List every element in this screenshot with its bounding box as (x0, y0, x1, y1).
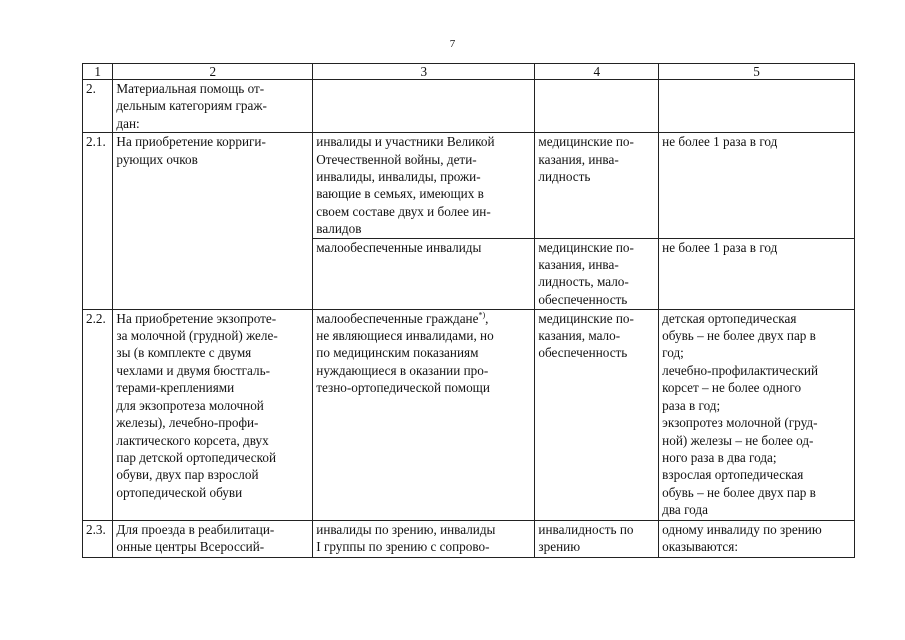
text-line: пар детской ортопедической (116, 449, 277, 465)
recipient-category (313, 133, 535, 238)
text-line: Материальная помощь от- (116, 81, 265, 96)
table-row (83, 520, 855, 557)
text-line: взрослая ортопедическая (662, 467, 804, 483)
text-fragment: , (485, 310, 489, 326)
text-line: чехлами и двумя бюстгаль- (116, 362, 270, 378)
text-line: не более 1 раза в год (662, 239, 778, 255)
text-line: медицинские по- (538, 134, 634, 150)
text-line: рующих очков (116, 151, 198, 167)
text-line: лактического корсета, двух (116, 432, 269, 448)
text-line: ортопедической обуви (116, 484, 243, 500)
text-line: за молочной (грудной) желе- (116, 328, 278, 344)
text-line: по медицинским показаниям (316, 345, 479, 361)
grounds (535, 133, 659, 238)
text-line: дельным категориям граж- (116, 98, 267, 114)
frequency (659, 133, 855, 238)
benefit-description (113, 520, 313, 557)
frequency (659, 238, 855, 309)
table-row (83, 309, 855, 520)
recipient-category (313, 80, 535, 133)
text-line: зы (в комплекте с двумя (116, 345, 252, 361)
text-line: обеспеченность (538, 291, 628, 307)
text-line: год; (662, 345, 684, 361)
grounds (535, 80, 659, 133)
header-cell-5: 5 (659, 64, 855, 80)
text-line: Отечественной войны, дети- (316, 151, 477, 167)
row-number: 2.2. (83, 309, 113, 520)
row-number: 2.3. (83, 520, 113, 557)
table-row (83, 80, 855, 133)
text-line: оказываются: (662, 539, 738, 555)
text-line: ной) железы – не более од- (662, 432, 814, 448)
text-line: раза в год; (662, 397, 721, 413)
header-cell-1: 1 (83, 64, 113, 80)
text-fragment: малообеспеченные граждане (316, 310, 479, 326)
text-line: ного раза в два года; (662, 449, 777, 465)
table-header-row (83, 64, 855, 80)
recipient-category (313, 309, 535, 520)
benefit-description (113, 309, 313, 520)
text-line: обеспеченность (538, 345, 628, 361)
text-line: лидность, мало- (538, 274, 629, 290)
text-line: не более 1 раза в год (662, 134, 778, 150)
text-line: казания, инва- (538, 257, 619, 273)
text-line: медицинские по- (538, 239, 634, 255)
text-line: обуви, двух пар взрослой (116, 467, 259, 483)
text-line: зрению (538, 539, 581, 555)
text-line: дан: (116, 115, 140, 131)
text-line: лечебно-профилактический (662, 362, 819, 378)
text-line: нуждающиеся в оказании про- (316, 362, 489, 378)
row-number: 2. (83, 80, 113, 133)
text-line: железы), лечебно-профи- (116, 415, 259, 431)
text-line: вающие в семьях, имеющих в (316, 186, 484, 202)
text-line: детская ортопедическая (662, 310, 797, 326)
benefits-table (82, 63, 855, 558)
text-line: обувь – не более двух пар в (662, 328, 816, 344)
benefit-description (113, 80, 313, 133)
header-cell-3: 3 (313, 64, 535, 80)
text-line: корсет – не более одного (662, 380, 802, 396)
grounds (535, 520, 659, 557)
text-line: инвалиды, инвалиды, прожи- (316, 169, 481, 185)
text-line: своем составе двух и более ин- (316, 203, 491, 219)
grounds (535, 309, 659, 520)
text-line: терами-креплениями (116, 380, 235, 396)
text-line: два года (662, 502, 708, 518)
text-line: I группы по зрению с сопрово- (316, 539, 490, 555)
benefit-description (113, 133, 313, 309)
text-line (316, 310, 531, 327)
header-cell-2: 2 (113, 64, 313, 80)
text-line: онные центры Всероссий- (116, 539, 265, 555)
text-line: малообеспеченные инвалиды (316, 239, 482, 255)
text-line: казания, мало- (538, 328, 621, 344)
text-line: инвалиды и участники Великой (316, 134, 495, 150)
grounds (535, 238, 659, 309)
header-cell-4: 4 (535, 64, 659, 80)
text-line: инвалиды по зрению, инвалиды (316, 521, 496, 537)
frequency (659, 309, 855, 520)
table-row (83, 133, 855, 238)
recipient-category (313, 238, 535, 309)
text-line: для экзопротеза молочной (116, 397, 264, 413)
text-line: казания, инва- (538, 151, 619, 167)
text-line: обувь – не более двух пар в (662, 484, 816, 500)
row-number: 2.1. (83, 133, 113, 309)
footnote-marker: *) (478, 310, 486, 320)
text-line: не являющиеся инвалидами, но (316, 328, 494, 344)
text-line: инвалидность по (538, 521, 634, 537)
text-line: На приобретение экзопроте- (116, 310, 277, 326)
text-line: валидов (316, 221, 362, 237)
frequency (659, 80, 855, 133)
text-line: одному инвалиду по зрению (662, 521, 822, 537)
text-line: медицинские по- (538, 310, 634, 326)
text-line: экзопротез молочной (груд- (662, 415, 818, 431)
text-line: лидность (538, 169, 591, 185)
recipient-category (313, 520, 535, 557)
frequency (659, 520, 855, 557)
text-line: На приобретение корриги- (116, 134, 266, 150)
text-line: тезно-ортопедической помощи (316, 380, 490, 396)
page-number: 7 (449, 38, 456, 50)
text-line: Для проезда в реабилитаци- (116, 521, 275, 537)
